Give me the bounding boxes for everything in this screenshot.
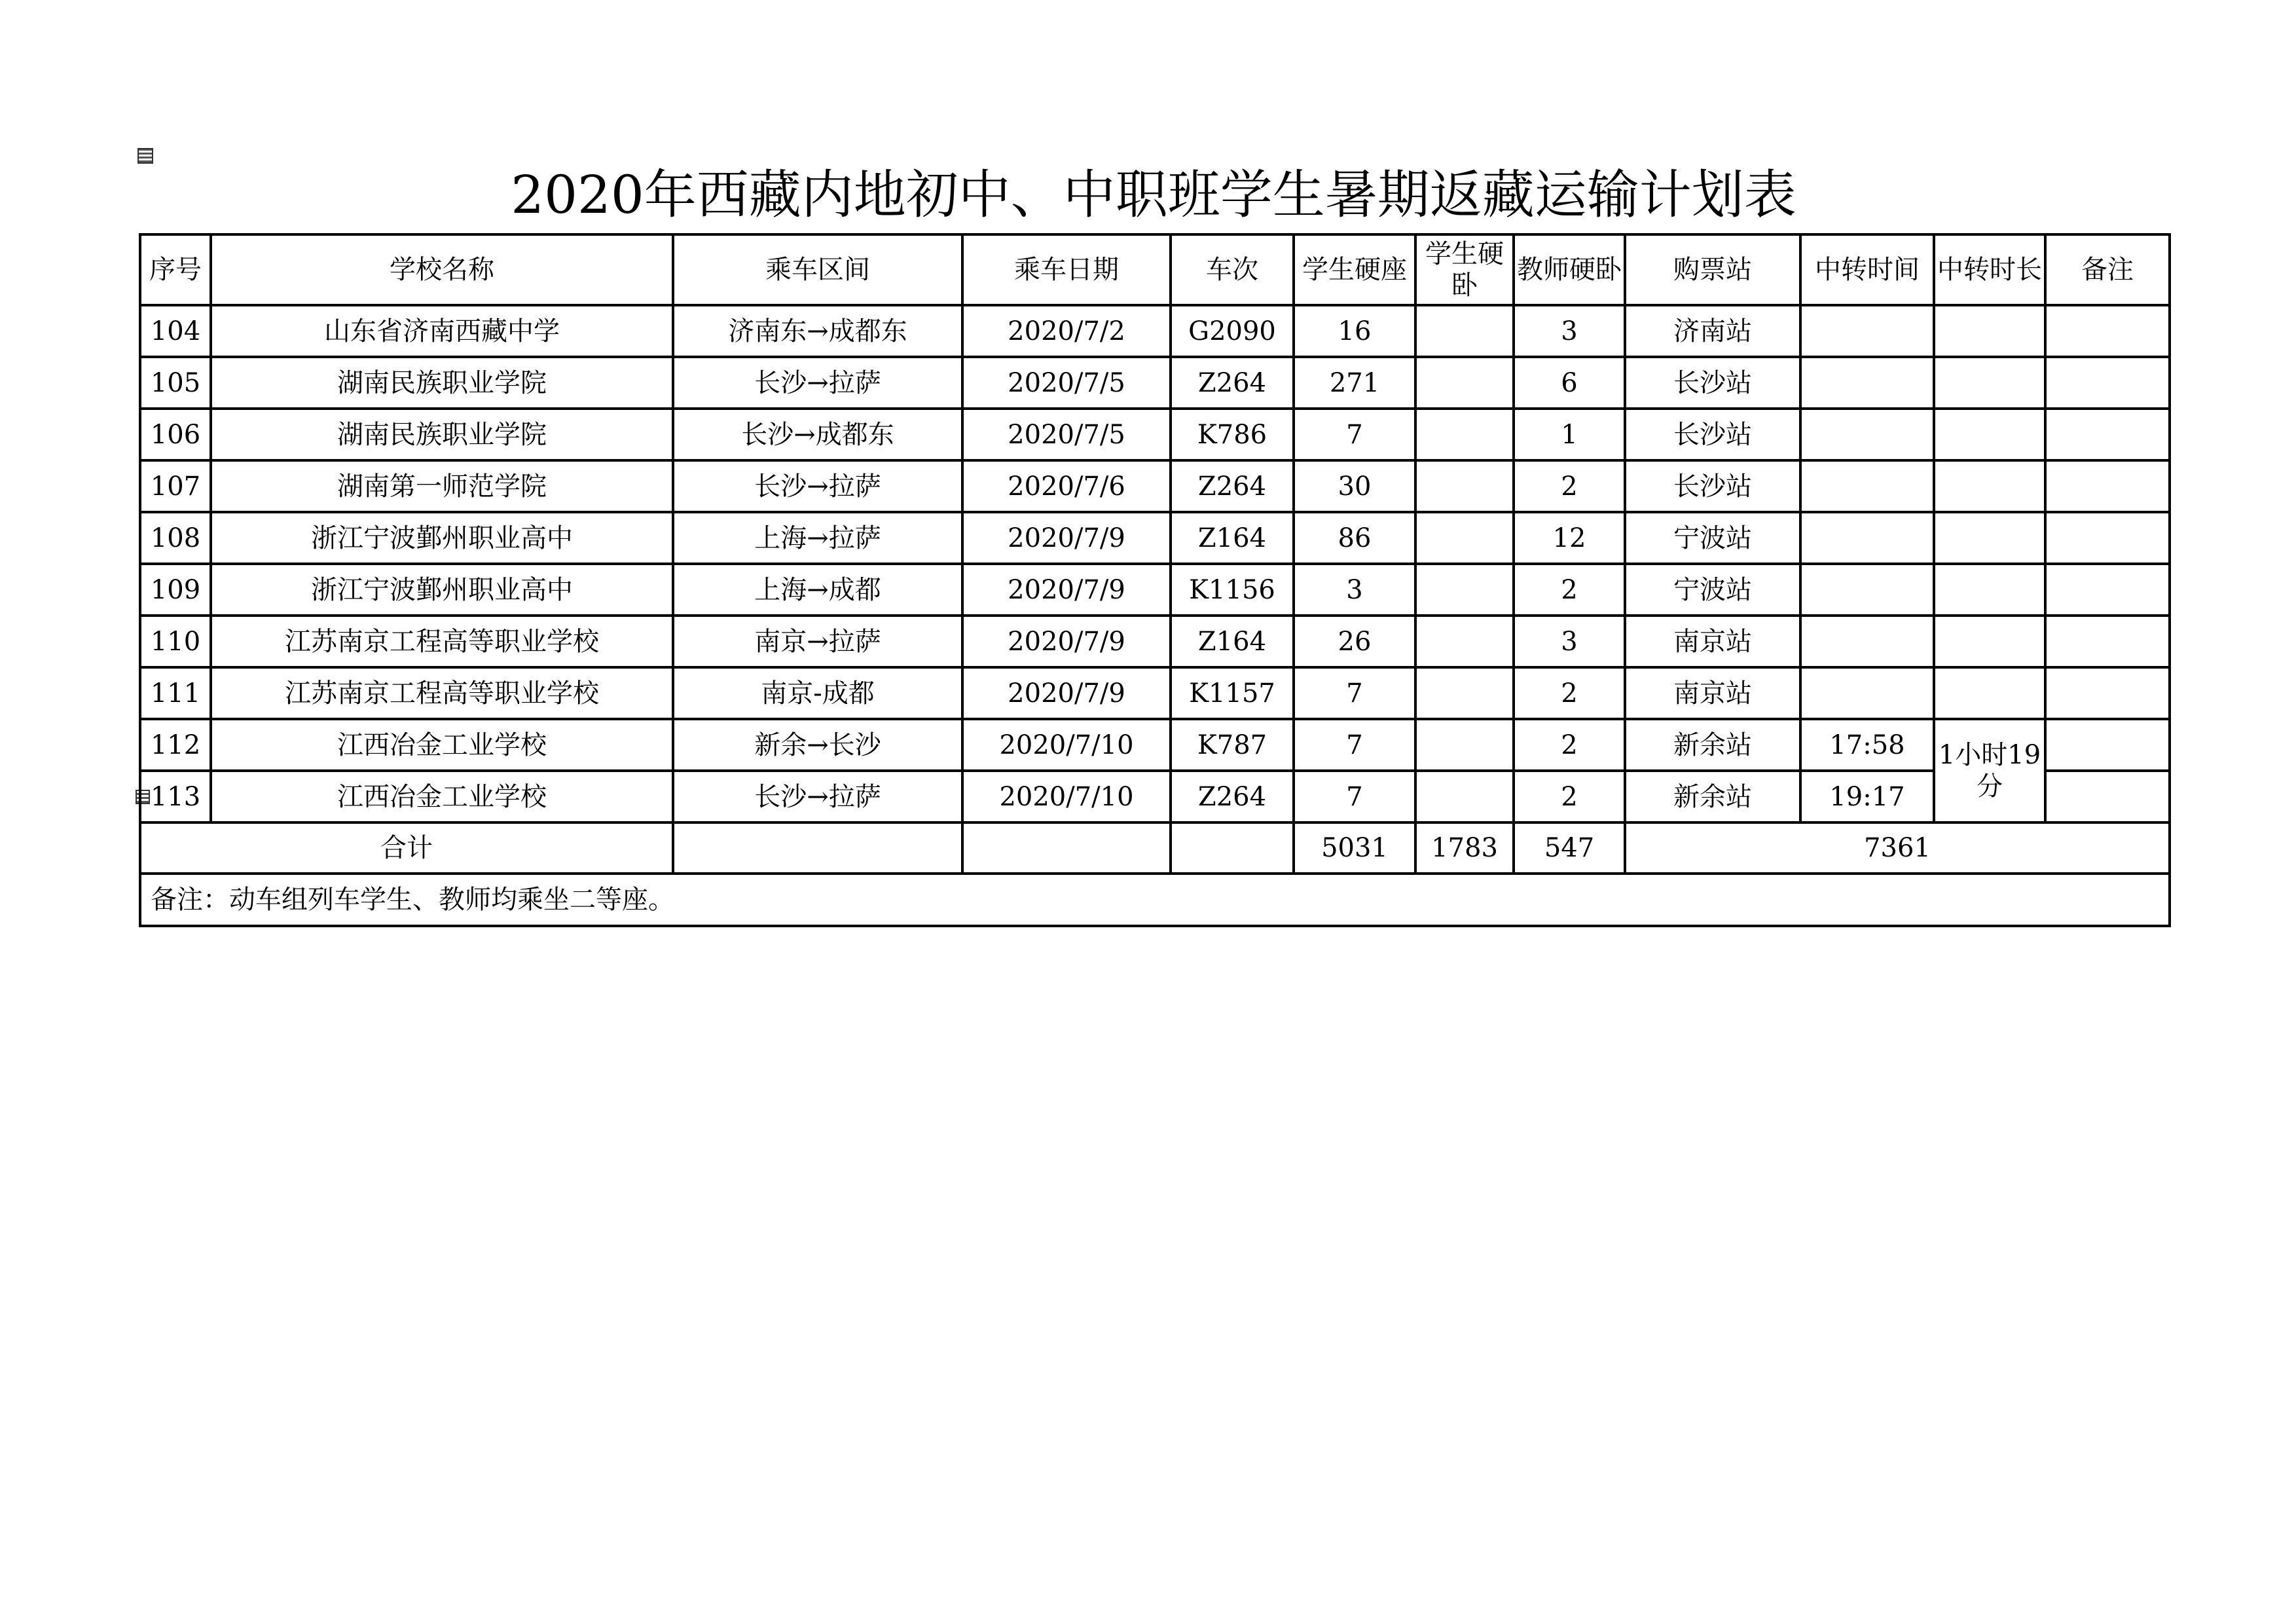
- header-school: 学校名称: [211, 234, 673, 305]
- cell-seq: 108: [140, 512, 211, 564]
- header-seq: 序号: [140, 234, 211, 305]
- cell-school: 湖南第一师范学院: [211, 460, 673, 512]
- cell-train: K786: [1171, 409, 1294, 460]
- note-row: [140, 874, 2170, 926]
- cell-student-sleeper: [1415, 616, 1514, 667]
- cell-student-sleeper: [1415, 564, 1514, 616]
- table-row: [140, 512, 2170, 564]
- cell-ticket-station: 济南站: [1625, 305, 1800, 357]
- cell-ticket-station: 南京站: [1625, 667, 1800, 719]
- cell-transfer-duration: [1934, 305, 2045, 357]
- cell-school: 山东省济南西藏中学: [211, 305, 673, 357]
- cell-date: 2020/7/9: [962, 667, 1171, 719]
- cell-route: 上海→拉萨: [673, 512, 962, 564]
- cell-transfer-time: [1800, 409, 1934, 460]
- cell-transfer-time: [1800, 460, 1934, 512]
- cell-remarks: [2045, 409, 2170, 460]
- cell-transfer-time: [1800, 616, 1934, 667]
- cell-transfer-duration: [1934, 616, 2045, 667]
- cell-transfer-time: [1800, 667, 1934, 719]
- totals-date: [962, 822, 1171, 874]
- cell-transfer-time: [1800, 305, 1934, 357]
- cell-train: Z164: [1171, 616, 1294, 667]
- cell-student-sleeper: [1415, 771, 1514, 822]
- cell-transfer-time: [1800, 512, 1934, 564]
- cell-transfer-time: 17:58: [1800, 719, 1934, 771]
- totals-student-sleeper: 1783: [1415, 822, 1514, 874]
- cell-seq: 113: [140, 771, 211, 822]
- cell-student-seat: 3: [1294, 564, 1415, 616]
- cell-transfer-duration: [1934, 564, 2045, 616]
- cell-teacher-sleeper: 1: [1514, 409, 1625, 460]
- cell-teacher-sleeper: 3: [1514, 616, 1625, 667]
- cell-train: Z164: [1171, 512, 1294, 564]
- cell-transfer-duration: [1934, 460, 2045, 512]
- cell-seq: 110: [140, 616, 211, 667]
- cell-school: 浙江宁波鄞州职业高中: [211, 564, 673, 616]
- table-row: [140, 357, 2170, 409]
- cell-remarks: [2045, 512, 2170, 564]
- cell-student-sleeper: [1415, 305, 1514, 357]
- cell-transfer-time: [1800, 564, 1934, 616]
- totals-grand-total: 7361: [1625, 822, 2170, 874]
- cell-transfer-time: [1800, 357, 1934, 409]
- cell-teacher-sleeper: 2: [1514, 667, 1625, 719]
- table-header-row: [140, 234, 2170, 305]
- cell-route: 上海→成都: [673, 564, 962, 616]
- cell-train: K1156: [1171, 564, 1294, 616]
- cell-remarks: [2045, 616, 2170, 667]
- header-transfer-duration: 中转时长: [1934, 234, 2045, 305]
- totals-student-seat: 5031: [1294, 822, 1415, 874]
- table-row: [140, 719, 2170, 771]
- cell-transfer-duration: [1934, 409, 2045, 460]
- cell-seq: 104: [140, 305, 211, 357]
- cell-teacher-sleeper: 12: [1514, 512, 1625, 564]
- cell-remarks: [2045, 667, 2170, 719]
- cell-remarks: [2045, 564, 2170, 616]
- cell-teacher-sleeper: 2: [1514, 564, 1625, 616]
- cell-remarks: [2045, 305, 2170, 357]
- cell-student-seat: 7: [1294, 409, 1415, 460]
- cell-school: 江苏南京工程高等职业学校: [211, 667, 673, 719]
- cell-date: 2020/7/6: [962, 460, 1171, 512]
- cell-date: 2020/7/5: [962, 409, 1171, 460]
- header-ticket-station: 购票站: [1625, 234, 1800, 305]
- cell-student-sleeper: [1415, 460, 1514, 512]
- table-row: [140, 616, 2170, 667]
- cell-route: 新余→长沙: [673, 719, 962, 771]
- cell-transfer-duration: [1934, 512, 2045, 564]
- cell-ticket-station: 宁波站: [1625, 564, 1800, 616]
- cell-ticket-station: 新余站: [1625, 771, 1800, 822]
- cell-transfer-duration: [1934, 357, 2045, 409]
- cell-train: K787: [1171, 719, 1294, 771]
- cell-student-seat: 271: [1294, 357, 1415, 409]
- cell-route: 长沙→拉萨: [673, 771, 962, 822]
- cell-transfer-time: 19:17: [1800, 771, 1934, 822]
- cell-school: 江西冶金工业学校: [211, 771, 673, 822]
- totals-row: [140, 822, 2170, 874]
- cell-student-sleeper: [1415, 667, 1514, 719]
- table-row: [140, 305, 2170, 357]
- cell-date: 2020/7/2: [962, 305, 1171, 357]
- cell-ticket-station: 宁波站: [1625, 512, 1800, 564]
- cell-student-sleeper: [1415, 357, 1514, 409]
- cell-seq: 111: [140, 667, 211, 719]
- cell-student-seat: 86: [1294, 512, 1415, 564]
- cell-student-seat: 7: [1294, 771, 1415, 822]
- table-row: [140, 667, 2170, 719]
- cell-ticket-station: 长沙站: [1625, 357, 1800, 409]
- cell-seq: 112: [140, 719, 211, 771]
- cell-route: 南京-成都: [673, 667, 962, 719]
- cell-train: Z264: [1171, 771, 1294, 822]
- cell-date: 2020/7/10: [962, 771, 1171, 822]
- cell-route: 长沙→拉萨: [673, 460, 962, 512]
- cell-teacher-sleeper: 3: [1514, 305, 1625, 357]
- cell-route: 济南东→成都东: [673, 305, 962, 357]
- cell-transfer-duration: 1小时19分: [1934, 719, 2045, 822]
- header-route: 乘车区间: [673, 234, 962, 305]
- table-row: [140, 771, 2170, 822]
- cell-date: 2020/7/5: [962, 357, 1171, 409]
- table-handle-icon[interactable]: [137, 148, 153, 164]
- cell-teacher-sleeper: 6: [1514, 357, 1625, 409]
- cell-teacher-sleeper: 2: [1514, 719, 1625, 771]
- cell-school: 湖南民族职业学院: [211, 357, 673, 409]
- cell-ticket-station: 南京站: [1625, 616, 1800, 667]
- cell-train: K1157: [1171, 667, 1294, 719]
- cell-remarks: [2045, 719, 2170, 771]
- cell-train: Z264: [1171, 357, 1294, 409]
- cell-ticket-station: 长沙站: [1625, 460, 1800, 512]
- cell-seq: 109: [140, 564, 211, 616]
- transport-plan-table: [139, 233, 2171, 927]
- cell-student-sleeper: [1415, 409, 1514, 460]
- totals-teacher-sleeper: 547: [1514, 822, 1625, 874]
- cell-school: 江苏南京工程高等职业学校: [211, 616, 673, 667]
- header-teacher-sleeper: 教师硬卧: [1514, 234, 1625, 305]
- cell-school: 江西冶金工业学校: [211, 719, 673, 771]
- cell-date: 2020/7/9: [962, 512, 1171, 564]
- cell-train: G2090: [1171, 305, 1294, 357]
- cell-seq: 107: [140, 460, 211, 512]
- cell-student-sleeper: [1415, 719, 1514, 771]
- cell-teacher-sleeper: 2: [1514, 460, 1625, 512]
- cell-school: 湖南民族职业学院: [211, 409, 673, 460]
- cell-student-seat: 16: [1294, 305, 1415, 357]
- header-date: 乘车日期: [962, 234, 1171, 305]
- header-train: 车次: [1171, 234, 1294, 305]
- cell-date: 2020/7/9: [962, 616, 1171, 667]
- cell-date: 2020/7/9: [962, 564, 1171, 616]
- cell-teacher-sleeper: 2: [1514, 771, 1625, 822]
- cell-student-seat: 30: [1294, 460, 1415, 512]
- totals-label: 合计: [140, 822, 673, 874]
- cell-remarks: [2045, 771, 2170, 822]
- table-row: [140, 460, 2170, 512]
- cell-student-seat: 7: [1294, 719, 1415, 771]
- header-student-sleeper: 学生硬卧: [1415, 234, 1514, 305]
- cell-route: 长沙→成都东: [673, 409, 962, 460]
- table-row: [140, 409, 2170, 460]
- cell-remarks: [2045, 460, 2170, 512]
- cell-ticket-station: 新余站: [1625, 719, 1800, 771]
- cell-seq: 106: [140, 409, 211, 460]
- cell-student-seat: 7: [1294, 667, 1415, 719]
- cell-school: 浙江宁波鄞州职业高中: [211, 512, 673, 564]
- page-title: 2020年西藏内地初中、中职班学生暑期返藏运输计划表: [511, 164, 1796, 225]
- header-transfer-time: 中转时间: [1800, 234, 1934, 305]
- cell-student-seat: 26: [1294, 616, 1415, 667]
- cell-route: 长沙→拉萨: [673, 357, 962, 409]
- cell-remarks: [2045, 357, 2170, 409]
- header-remarks: 备注: [2045, 234, 2170, 305]
- totals-route: [673, 822, 962, 874]
- note-text: 备注：动车组列车学生、教师均乘坐二等座。: [140, 874, 2170, 926]
- cell-train: Z264: [1171, 460, 1294, 512]
- cell-student-sleeper: [1415, 512, 1514, 564]
- cell-seq: 105: [140, 357, 211, 409]
- totals-train: [1171, 822, 1294, 874]
- cell-ticket-station: 长沙站: [1625, 409, 1800, 460]
- table-row: [140, 564, 2170, 616]
- cell-date: 2020/7/10: [962, 719, 1171, 771]
- cell-transfer-duration: [1934, 667, 2045, 719]
- cell-route: 南京→拉萨: [673, 616, 962, 667]
- header-student-seat: 学生硬座: [1294, 234, 1415, 305]
